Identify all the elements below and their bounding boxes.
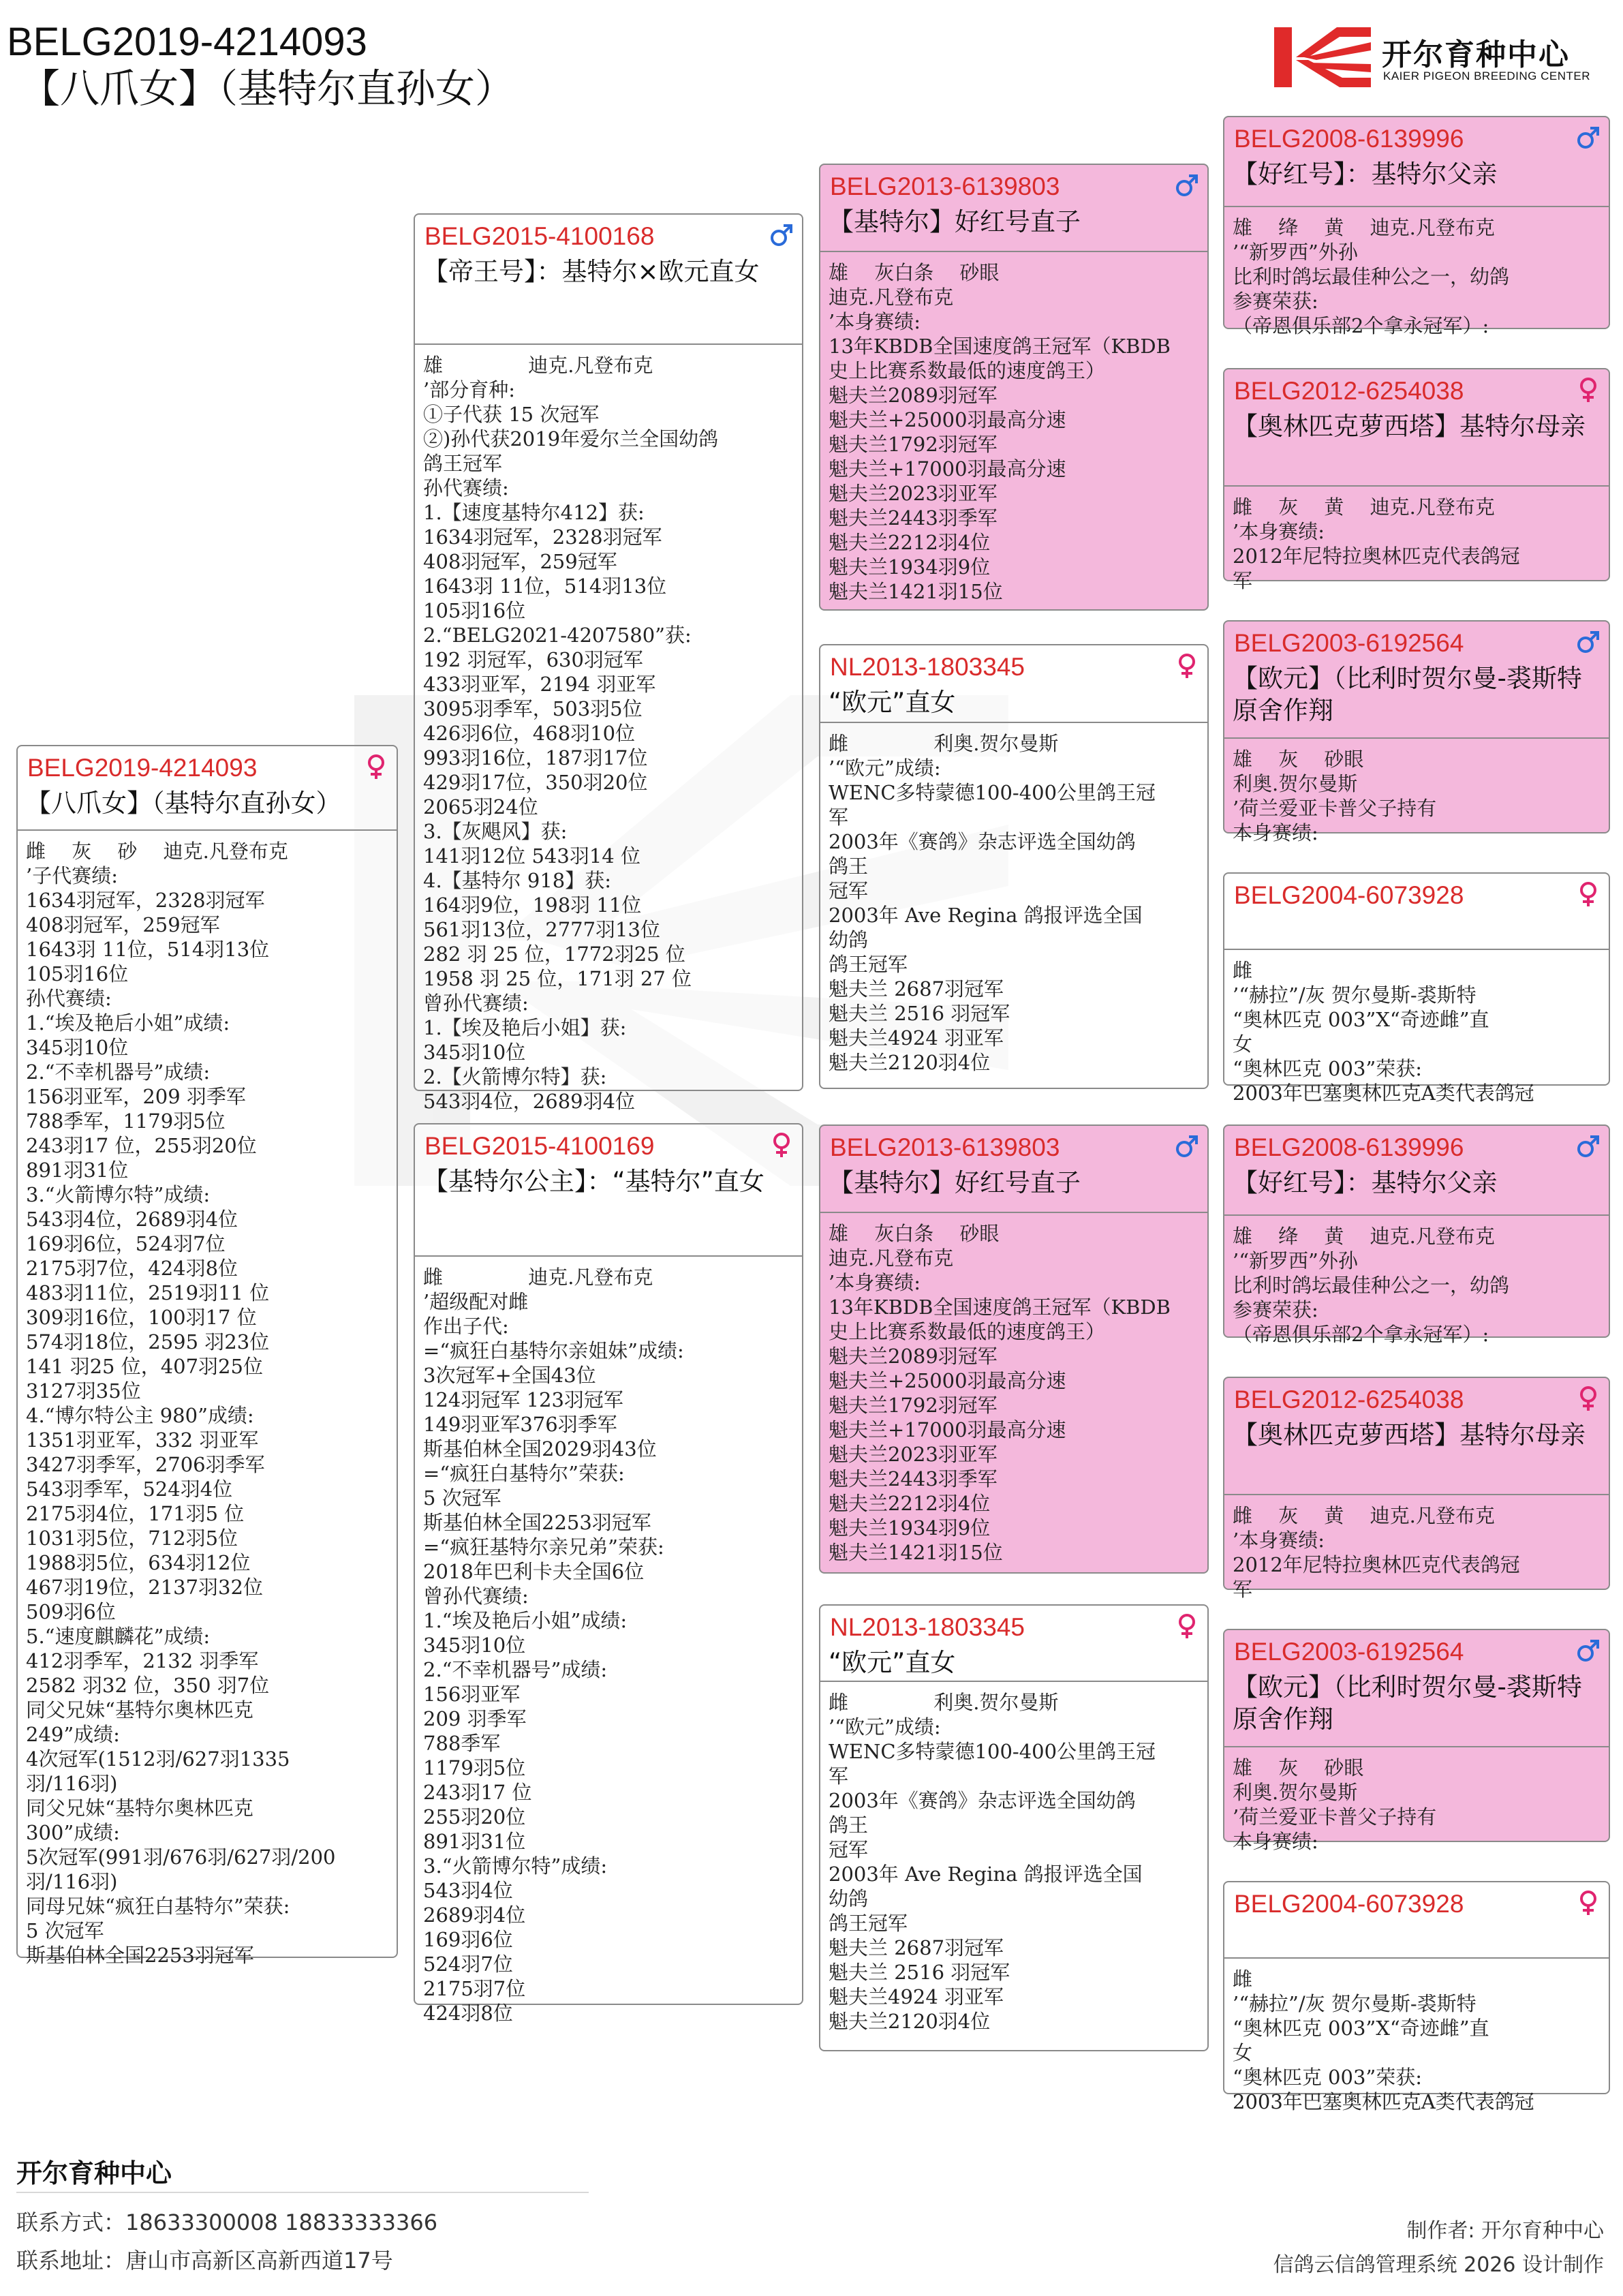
card-pigeon-name: 【奥林匹克萝西塔】基特尔母亲 [1233, 412, 1586, 441]
card-pigeon-name: 【基特尔】好红号直子 [829, 207, 1081, 236]
card-divider [820, 1681, 1207, 1682]
pedigree-card[interactable] [819, 164, 1209, 611]
pedigree-card[interactable] [414, 1123, 803, 2025]
card-pigeon-name: 【奥林匹克萝西塔】基特尔母亲 [1233, 1420, 1586, 1450]
footer-contact: 联系方式：18633300008 18833333366 [16, 2209, 438, 2235]
card-divider [820, 251, 1207, 252]
logo-subtitle: KAIER PIGEON BREEDING CENTER [1383, 70, 1590, 82]
card-divider [1224, 1494, 1609, 1495]
card-details: 雌 灰 黄 迪克.凡登布克 ’本身赛绩: 2012年尼特拉奥林匹克代表鸽冠 军 [1233, 495, 1520, 592]
header-ring-number: BELG2019-4214093 [7, 20, 367, 64]
card-divider [1224, 1746, 1609, 1747]
footer-address: 联系地址：唐山市高新区高新西道17号 [16, 2248, 393, 2274]
pedigree-card[interactable] [1223, 872, 1610, 1105]
female-symbol-icon [1575, 1385, 1602, 1412]
card-ring-number: BELG2013-6139803 [830, 1133, 1060, 1161]
card-details: 雌 ’“赫拉”/灰 贺尔曼斯-裘斯特 “奥林匹克 003”X“奇迹雌”直 女 “奥林匹克 003”荣获: 2003年巴塞奥林匹克A类代表鸽冠 [1233, 959, 1534, 1105]
male-symbol-icon [1173, 1133, 1201, 1160]
card-ring-number: BELG2012-6254038 [1234, 377, 1464, 405]
card-pigeon-name: “欧元”直女 [829, 688, 956, 717]
footer-divider [16, 2192, 589, 2193]
card-divider [1224, 485, 1609, 487]
card-divider [1224, 1214, 1609, 1216]
card-ring-number: BELG2015-4100169 [424, 1132, 655, 1160]
pedigree-card[interactable] [1223, 1629, 1610, 1853]
pedigree-card[interactable] [1223, 368, 1610, 592]
card-ring-number: NL2013-1803345 [830, 653, 1025, 681]
card-divider [18, 829, 397, 831]
card-details: 雄 绛 黄 迪克.凡登布克 ’“新罗西”外孙 比利时鸽坛最佳种公之一，幼鸽 参赛荣获: （帝恩俱乐部2个拿永冠军）: [1233, 1225, 1510, 1346]
male-symbol-icon [1575, 1133, 1602, 1160]
female-symbol-icon [1575, 376, 1602, 403]
logo-title: 开尔育种中心 [1382, 37, 1570, 72]
card-pigeon-name: 【基特尔】好红号直子 [829, 1168, 1081, 1197]
card-pigeon-name: “欧元”直女 [829, 1648, 956, 1677]
pedigree-card[interactable] [819, 1124, 1209, 1574]
card-ring-number: BELG2004-6073928 [1234, 881, 1464, 909]
card-pigeon-name: 【帝王号】：基特尔×欧元直女 [423, 257, 760, 286]
pedigree-card[interactable] [414, 213, 803, 1113]
female-symbol-icon [1173, 652, 1201, 679]
card-ring-number: BELG2019-4214093 [27, 754, 258, 782]
pedigree-card[interactable] [1223, 620, 1610, 844]
card-divider [1224, 1957, 1609, 1959]
male-symbol-icon [1173, 172, 1201, 199]
footer-organization: 开尔育种中心 [16, 2158, 172, 2188]
card-details: 雄 灰白条 砂眼 迪克.凡登布克 ’本身赛绩: 13年KBDB全国速度鸽王冠军（KBDB 史上比赛系数最低的速度鸽王） 魁夫兰2089羽冠军 魁夫兰+25000羽最高分速 魁夫兰1792羽冠军 魁夫兰+17000羽最高分速 魁夫兰2023羽亚军 魁夫兰2443羽季军 魁夫兰2212羽4位 魁夫兰1934羽9位 魁夫兰1421羽15位 [829, 261, 1171, 603]
card-details: 雌 迪克.凡登布克 ’超级配对雌 作出子代: =“疯狂白基特尔亲姐妹”成绩: 3次冠军+全国43位 124羽冠军 123羽冠军 149羽亚军376羽季军 斯基伯林全国2029羽43位 =“疯狂白基特尔”荣获: 5 次冠军 斯基伯林全国2253羽冠军 =“疯狂基特尔亲兄弟”荣获: 2018年巴利卡夫全国6位 曾孙代赛绩: 1.“埃及艳后小姐”成绩: 345羽10位 2.“不幸机器号”成绩: 156羽亚军 209 羽季军 788季军 1179羽5位 243羽17 位 255羽20位 891羽31位 3.“火箭博尔特”成绩: 543羽4位 2689羽4位 169羽6位 524羽7位 2175羽7位 424羽8位 [423, 1266, 684, 2025]
pedigree-card[interactable] [16, 745, 398, 1967]
pedigree-card[interactable] [819, 1604, 1209, 2051]
card-details: 雄 灰白条 砂眼 迪克.凡登布克 ’本身赛绩: 13年KBDB全国速度鸽王冠军（KBDB 史上比赛系数最低的速度鸽王） 魁夫兰2089羽冠军 魁夫兰+25000羽最高分速 魁夫兰1792羽冠军 魁夫兰+17000羽最高分速 魁夫兰2023羽亚军 魁夫兰2443羽季军 魁夫兰2212羽4位 魁夫兰1934羽9位 魁夫兰1421羽15位 [829, 1222, 1171, 1564]
card-details: 雌 ’“赫拉”/灰 贺尔曼斯-裘斯特 “奥林匹克 003”X“奇迹雌”直 女 “奥林匹克 003”荣获: 2003年巴塞奥林匹克A类代表鸽冠 [1233, 1968, 1534, 2113]
female-symbol-icon [1575, 1889, 1602, 1916]
brand-logo [1271, 25, 1612, 93]
card-ring-number: BELG2012-6254038 [1234, 1386, 1464, 1413]
card-ring-number: BELG2003-6192564 [1234, 629, 1464, 657]
card-ring-number: BELG2015-4100168 [424, 222, 655, 250]
footer-maker: 制作者: 开尔育种中心 [1406, 2219, 1604, 2243]
card-pigeon-name: 【欧元】（比利时贺尔曼-裘斯特原舍作翔 [1233, 1672, 1582, 1734]
female-symbol-icon [362, 753, 390, 780]
card-divider [820, 722, 1207, 723]
male-symbol-icon [1575, 628, 1602, 656]
female-symbol-icon [1173, 1612, 1201, 1640]
card-divider [1224, 949, 1609, 950]
card-ring-number: BELG2003-6192564 [1234, 1638, 1464, 1666]
female-symbol-icon [1575, 881, 1602, 908]
card-pigeon-name: 【欧元】（比利时贺尔曼-裘斯特原舍作翔 [1233, 664, 1582, 725]
card-details: 雌 利奥.贺尔曼斯 ’“欧元”成绩: WENC多特蒙德100-400公里鸽王冠 军 2003年《赛鸽》杂志评选全国幼鸽 鸽王 冠军 2003年 Ave Regina 鸽报评选全国 幼鸽 鸽王冠军 魁夫兰 2687羽冠军 魁夫兰 2516 羽冠军 魁夫兰4924 羽亚军 魁夫兰2120羽4位 [829, 732, 1156, 1074]
card-details: 雄 灰 砂眼 利奥.贺尔曼斯 ’荷兰爱亚卡普父子持有 本身赛绩: [1233, 1756, 1437, 1853]
card-ring-number: BELG2008-6139996 [1234, 1133, 1464, 1161]
header-pigeon-name: 【八爪女】（基特尔直孙女） [20, 65, 515, 112]
pedigree-card[interactable] [819, 644, 1209, 1089]
card-divider [820, 1212, 1207, 1213]
card-divider [1224, 206, 1609, 207]
pedigree-card[interactable] [1223, 1377, 1610, 1601]
card-details: 雌 灰 黄 迪克.凡登布克 ’本身赛绩: 2012年尼特拉奥林匹克代表鸽冠 军 [1233, 1504, 1520, 1601]
pedigree-card[interactable] [1223, 1881, 1610, 2113]
pedigree-card[interactable] [1223, 116, 1610, 337]
male-symbol-icon [768, 221, 795, 249]
footer-system: 信鸽云信鸽管理系统 2026 设计制作 [1273, 2253, 1604, 2277]
card-details: 雄 迪克.凡登布克 ’部分育种: ①子代获 15 次冠军 ②)孙代获2019年爱尔兰全国幼鸽 鸽王冠军 孙代赛绩: 1.【速度基特尔412】获: 1634羽冠军，2328羽冠军 408羽冠军，259冠军 1643羽 11位，514羽13位 105羽16位 2.“BELG2021-4207580”获: 192 羽冠军，630羽冠军 433羽亚军，2194 羽亚军 3095羽季军，503羽5位 426羽6位，468羽10位 993羽16位，187羽17位 429羽17位，350羽20位 2065羽24位 3.【灰飓风】获: 141羽12位 543羽14 位 4.【基特尔 918】获: 164羽9位，198羽 11位 561羽13位，2777羽13位 282 羽 25 位，1772羽25 位 1958 羽 25 位，171羽 27 位 曾孙代赛绩: 1.【埃及艳后小姐】获: 345羽10位 2.【火箭博尔特】获: 543羽4位，2689羽4位 [423, 354, 719, 1113]
card-pigeon-name: 【八爪女】（基特尔直孙女） [26, 789, 341, 818]
card-details: 雄 灰 砂眼 利奥.贺尔曼斯 ’荷兰爱亚卡普父子持有 本身赛绩: [1233, 748, 1437, 844]
pedigree-card[interactable] [1223, 1124, 1610, 1346]
card-ring-number: BELG2008-6139996 [1234, 125, 1464, 153]
card-ring-number: NL2013-1803345 [830, 1613, 1025, 1641]
logo-mark-icon [1271, 25, 1374, 90]
female-symbol-icon [768, 1131, 795, 1159]
card-divider [415, 1255, 802, 1257]
card-divider [1224, 737, 1609, 739]
card-ring-number: BELG2004-6073928 [1234, 1890, 1464, 1918]
card-divider [415, 343, 802, 345]
card-details: 雌 利奥.贺尔曼斯 ’“欧元”成绩: WENC多特蒙德100-400公里鸽王冠 军 2003年《赛鸽》杂志评选全国幼鸽 鸽王 冠军 2003年 Ave Regina 鸽报评选全国 幼鸽 鸽王冠军 魁夫兰 2687羽冠军 魁夫兰 2516 羽冠军 魁夫兰4924 羽亚军 魁夫兰2120羽4位 [829, 1691, 1156, 2033]
card-ring-number: BELG2013-6139803 [830, 172, 1060, 200]
card-details: 雌 灰 砂 迪克.凡登布克 ’子代赛绩: 1634羽冠军，2328羽冠军 408羽冠军，259冠军 1643羽 11位，514羽13位 105羽16位 孙代赛绩: 1.“埃及艳后小姐”成绩: 345羽10位 2.“不幸机器号”成绩: 156羽亚军，209 羽季军 788季军，1179羽5位 243羽17 位，255羽20位 891羽31位 3.“火箭博尔特”成绩: 543羽4位，2689羽4位 169羽6位，524羽7位 2175羽7位，424羽8位 483羽11位，2519羽11 位 309羽16位，100羽17 位 574羽18位，2595 羽23位 141 羽25 位，407羽25位 3127羽35位 4.“博尔特公主 980”成绩: 1351羽亚军，332 羽亚军 3427羽季军，2706羽季军 543羽季军，524羽4位 2175羽4位，171羽5 位 1031羽5位，712羽5位 1988羽5位，634羽12位 467羽19位，2137羽32位 509羽6位 5.“速度麒麟花”成绩: 412羽季军，2132 羽季军 2582 羽32 位，350 羽7位 同父兄妹“基特尔奥林匹克 249”成绩: 4次冠军(1512羽/627羽1335 羽/116羽) 同父兄妹“基特尔奥林匹克 300”成绩: 5次冠军(991羽/676羽/627羽/200 羽/116羽) 同母兄妹“疯狂白基特尔”荣获: 5 次冠军 斯基伯林全国2253羽冠军 [26, 840, 336, 1967]
male-symbol-icon [1575, 124, 1602, 151]
card-pigeon-name: 【好红号】：基特尔父亲 [1233, 159, 1498, 189]
card-details: 雄 绛 黄 迪克.凡登布克 ’“新罗西”外孙 比利时鸽坛最佳种公之一，幼鸽 参赛荣获: （帝恩俱乐部2个拿永冠军）: [1233, 216, 1510, 337]
card-pigeon-name: 【好红号】：基特尔父亲 [1233, 1168, 1498, 1197]
male-symbol-icon [1575, 1637, 1602, 1664]
card-pigeon-name: 【基特尔公主】：“基特尔”直女 [423, 1167, 764, 1196]
